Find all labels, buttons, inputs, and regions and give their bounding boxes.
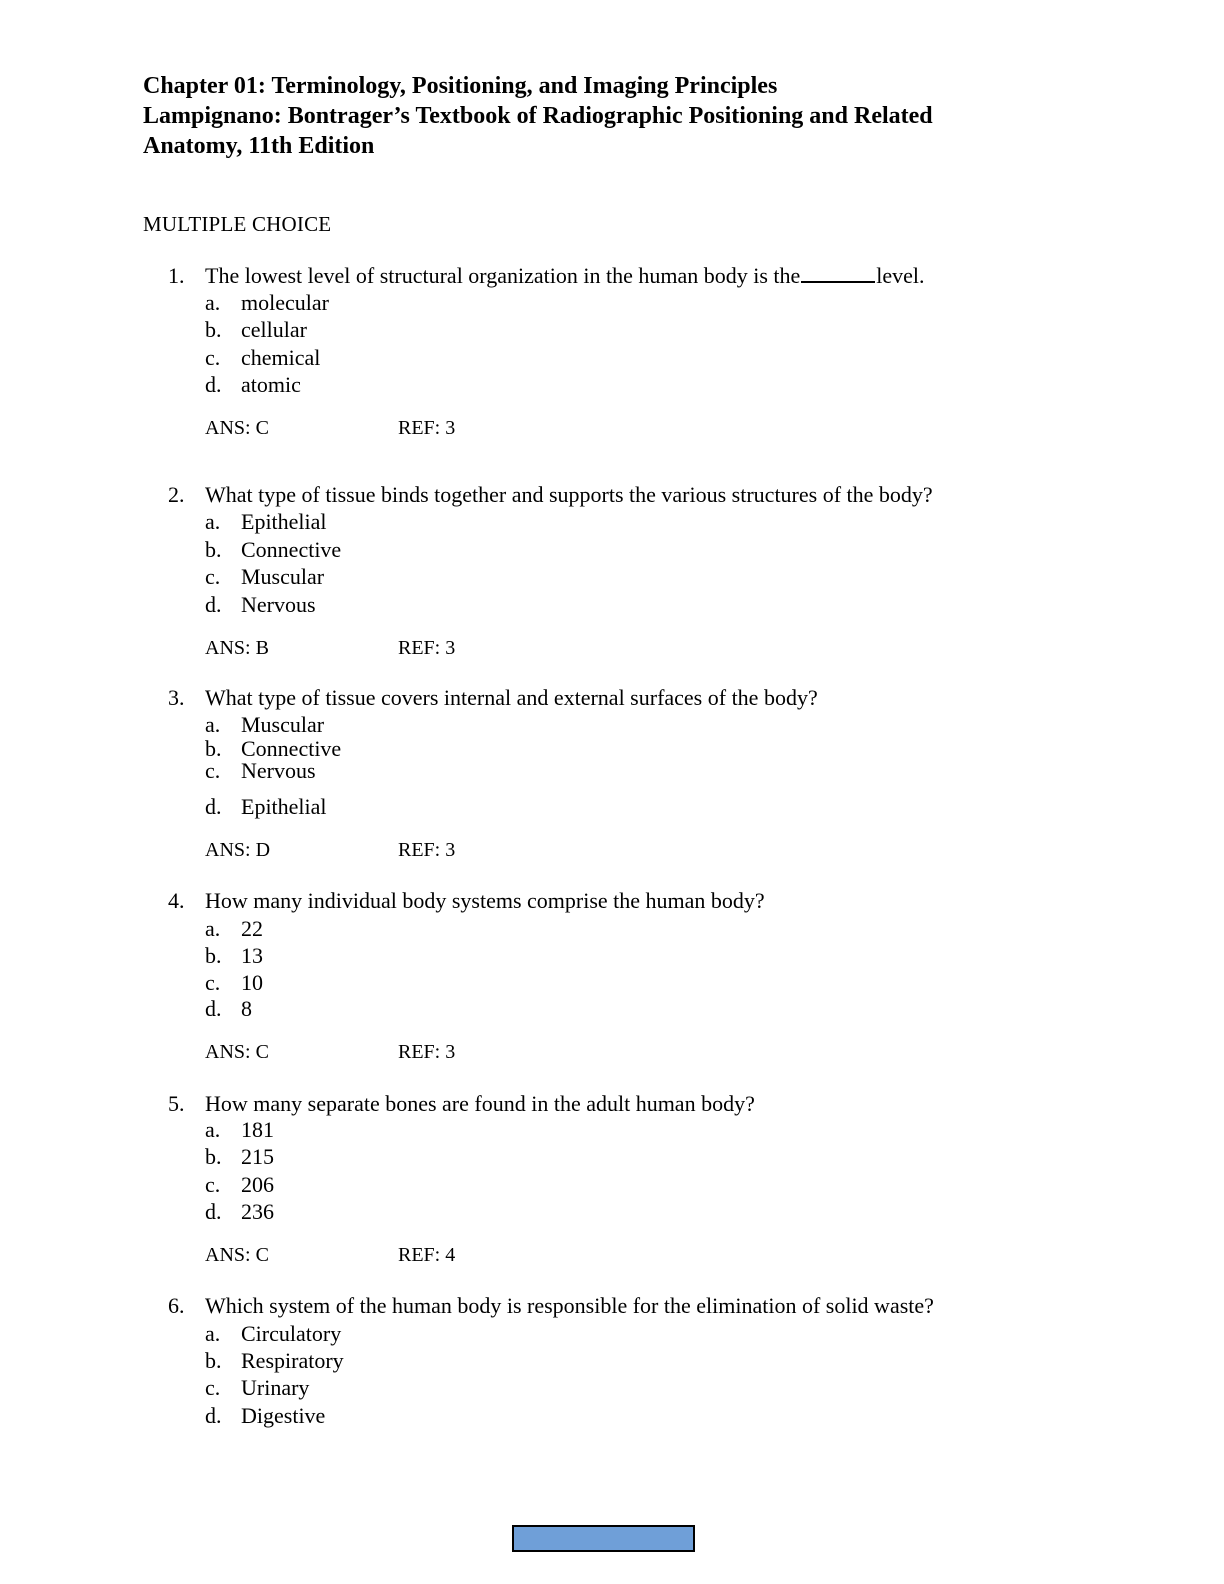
option-a	[205, 508, 327, 536]
option-text: 236	[241, 1199, 274, 1224]
stem-text-before: The lowest level of structural organization in the human body is the	[205, 263, 801, 288]
option-letter: c.	[205, 1375, 221, 1400]
book-edition: Anatomy, 11th Edition	[143, 133, 375, 159]
option-text: 10	[241, 970, 263, 995]
option-text: Connective	[241, 537, 342, 562]
option-text: cellular	[241, 317, 307, 342]
option-letter: a.	[205, 712, 221, 737]
option-b	[205, 536, 341, 564]
option-text: Urinary	[241, 1375, 310, 1400]
option-d	[205, 1402, 325, 1430]
option-text: Respiratory	[241, 1348, 344, 1373]
answer-row	[205, 837, 455, 863]
question-number: 4.	[168, 888, 185, 913]
question-number: 5.	[168, 1091, 185, 1116]
option-letter: d.	[205, 1199, 222, 1224]
chapter-title: Chapter 01: Terminology, Positioning, and Imaging Principles	[143, 73, 778, 99]
question-stem	[168, 1090, 755, 1118]
answer-row	[205, 415, 455, 441]
option-letter: c.	[205, 345, 221, 370]
reference: REF: 4	[398, 1244, 456, 1266]
reference: REF: 3	[398, 417, 456, 439]
option-letter: b.	[205, 537, 222, 562]
footer-box	[512, 1525, 695, 1552]
question-number: 6.	[168, 1293, 185, 1318]
option-text: Muscular	[241, 564, 325, 589]
option-text: 206	[241, 1172, 274, 1197]
option-letter: a.	[205, 916, 221, 941]
option-text: Epithelial	[241, 509, 327, 534]
option-b	[205, 942, 263, 970]
option-a	[205, 915, 263, 943]
stem-text: What type of tissue binds together and supports the various structures of the body?	[205, 482, 933, 507]
section-heading: MULTIPLE CHOICE	[143, 212, 332, 236]
question-stem	[168, 481, 933, 509]
question-number: 3.	[168, 685, 185, 710]
option-a	[205, 1320, 341, 1348]
stem-text: What type of tissue covers internal and external surfaces of the body?	[205, 685, 818, 710]
option-text: molecular	[241, 290, 329, 315]
option-letter: c.	[205, 564, 221, 589]
option-letter: c.	[205, 970, 221, 995]
option-letter: d.	[205, 592, 222, 617]
option-c	[205, 563, 324, 591]
option-d	[205, 995, 252, 1023]
answer-key: ANS: C	[205, 1041, 269, 1063]
option-c	[205, 969, 263, 997]
question-number: 2.	[168, 482, 185, 507]
answer-key: ANS: B	[205, 637, 269, 659]
option-letter: b.	[205, 736, 222, 761]
option-d	[205, 793, 327, 821]
option-letter: c.	[205, 1172, 221, 1197]
answer-key: ANS: C	[205, 1244, 269, 1266]
option-letter: c.	[205, 758, 221, 783]
option-letter: b.	[205, 1144, 222, 1169]
question-number: 1.	[168, 263, 185, 288]
stem-text: How many separate bones are found in the adult human body?	[205, 1091, 755, 1116]
option-text: Connective	[241, 736, 342, 761]
option-text: 13	[241, 943, 263, 968]
option-letter: a.	[205, 509, 221, 534]
option-a	[205, 1116, 274, 1144]
option-b	[205, 1347, 344, 1375]
option-b	[205, 316, 307, 344]
option-b	[205, 1143, 274, 1171]
option-letter: a.	[205, 1321, 221, 1346]
option-c	[205, 1171, 274, 1199]
option-letter: d.	[205, 996, 222, 1021]
reference: REF: 3	[398, 637, 456, 659]
option-letter: b.	[205, 943, 222, 968]
fill-in-blank	[801, 263, 875, 283]
option-d	[205, 591, 316, 619]
option-c	[205, 1374, 309, 1402]
option-c	[205, 344, 320, 372]
option-a	[205, 289, 329, 317]
answer-row	[205, 1039, 455, 1065]
option-text: 22	[241, 916, 263, 941]
option-c	[205, 757, 316, 785]
option-letter: b.	[205, 1348, 222, 1373]
reference: REF: 3	[398, 839, 456, 861]
question-stem	[168, 684, 818, 712]
option-text: 8	[241, 996, 252, 1021]
option-text: Epithelial	[241, 794, 327, 819]
option-text: atomic	[241, 372, 301, 397]
option-letter: a.	[205, 290, 221, 315]
answer-row	[205, 635, 455, 661]
option-d	[205, 371, 301, 399]
option-text: Nervous	[241, 592, 316, 617]
option-letter: d.	[205, 1403, 222, 1428]
question-stem	[168, 887, 765, 915]
option-letter: a.	[205, 1117, 221, 1142]
stem-text-after: level.	[876, 263, 925, 288]
option-d	[205, 1198, 274, 1226]
option-text: Circulatory	[241, 1321, 342, 1346]
question-stem	[168, 1292, 934, 1320]
answer-row	[205, 1242, 455, 1268]
option-text: Digestive	[241, 1403, 326, 1428]
option-text: 181	[241, 1117, 274, 1142]
option-letter: d.	[205, 794, 222, 819]
option-letter: d.	[205, 372, 222, 397]
option-text: Nervous	[241, 758, 316, 783]
stem-text: Which system of the human body is responsible for the elimination of solid waste?	[205, 1293, 934, 1318]
reference: REF: 3	[398, 1041, 456, 1063]
option-text: Muscular	[241, 712, 325, 737]
question-stem	[168, 262, 925, 290]
chapter-title-block	[143, 71, 1043, 161]
option-text: 215	[241, 1144, 274, 1169]
answer-key: ANS: D	[205, 839, 271, 861]
option-text: chemical	[241, 345, 321, 370]
answer-key: ANS: C	[205, 417, 269, 439]
stem-text: How many individual body systems comprise the human body?	[205, 888, 765, 913]
book-title: Lampignano: Bontrager’s Textbook of Radiographic Positioning and Related	[143, 103, 933, 129]
option-letter: b.	[205, 317, 222, 342]
